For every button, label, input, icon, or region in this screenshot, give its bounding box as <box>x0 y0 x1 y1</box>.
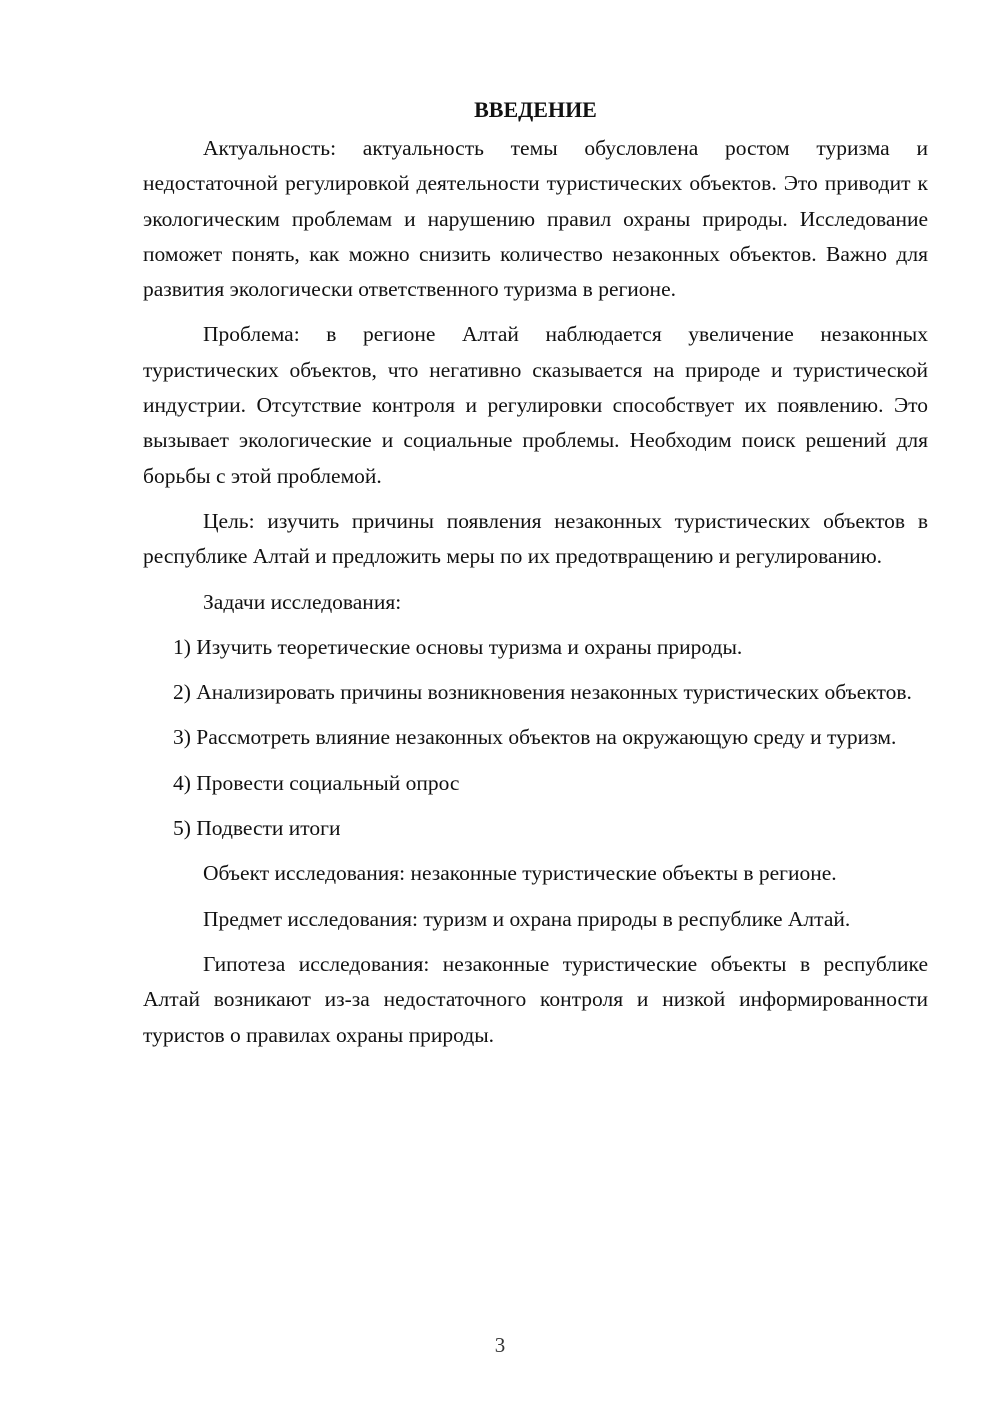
paragraph-subject: Предмет исследования: туризм и охрана природы в республике Алтай. <box>203 906 851 931</box>
task-item-1: 1) Изучить теоретические основы туризма и охраны природы. <box>173 634 743 659</box>
paragraph-object: Объект исследования: незаконные туристические объекты в регионе. <box>203 861 837 886</box>
paragraph-goal: Цель: изучить причины появления незаконных туристических объектов в республике Алтай и предложить меры по их предотвращению и регулированию. <box>143 508 928 569</box>
task-item-2: 2) Анализировать причины возникновения незаконных туристических объектов. <box>173 680 912 705</box>
tasks-title: Задачи исследования: <box>203 589 402 614</box>
section-heading: ВВЕДЕНИЕ <box>474 97 597 122</box>
task-item-5: 5) Подвести итоги <box>173 816 341 841</box>
paragraph-hypothesis: Гипотеза исследования: незаконные туристические объекты в республике Алтай возникают из-за недостаточного контроля и низкой информированности туристов о правилах охраны природы. <box>143 951 928 1047</box>
document-page <box>143 92 928 1063</box>
page-number: 3 <box>494 1333 506 1357</box>
task-item-4: 4) Провести социальный опрос <box>173 770 460 795</box>
paragraph-problem: Проблема: в регионе Алтай наблюдается увеличение незаконных туристических объектов, что негативно сказывается на природе и туристической индустрии. Отсутствие контроля и регулировки способствует их появлению. Это вызывает экологические и социальные проблемы. Необходим поиск решений для борьбы с этой проблемой. <box>143 322 928 488</box>
paragraph-relevance: Актуальность: актуальность темы обусловлена ростом туризма и недостаточной регулировкой деятельности туристических объектов. Это приводит к экологическим проблемам и нарушению правил охраны природы. Исследование поможет понять, как можно снизить количество незаконных объектов. Важно для развития экологически ответственного туризма в регионе. <box>143 136 928 302</box>
task-item-3: 3) Рассмотреть влияние незаконных объектов на окружающую среду и туризм. <box>173 725 897 750</box>
